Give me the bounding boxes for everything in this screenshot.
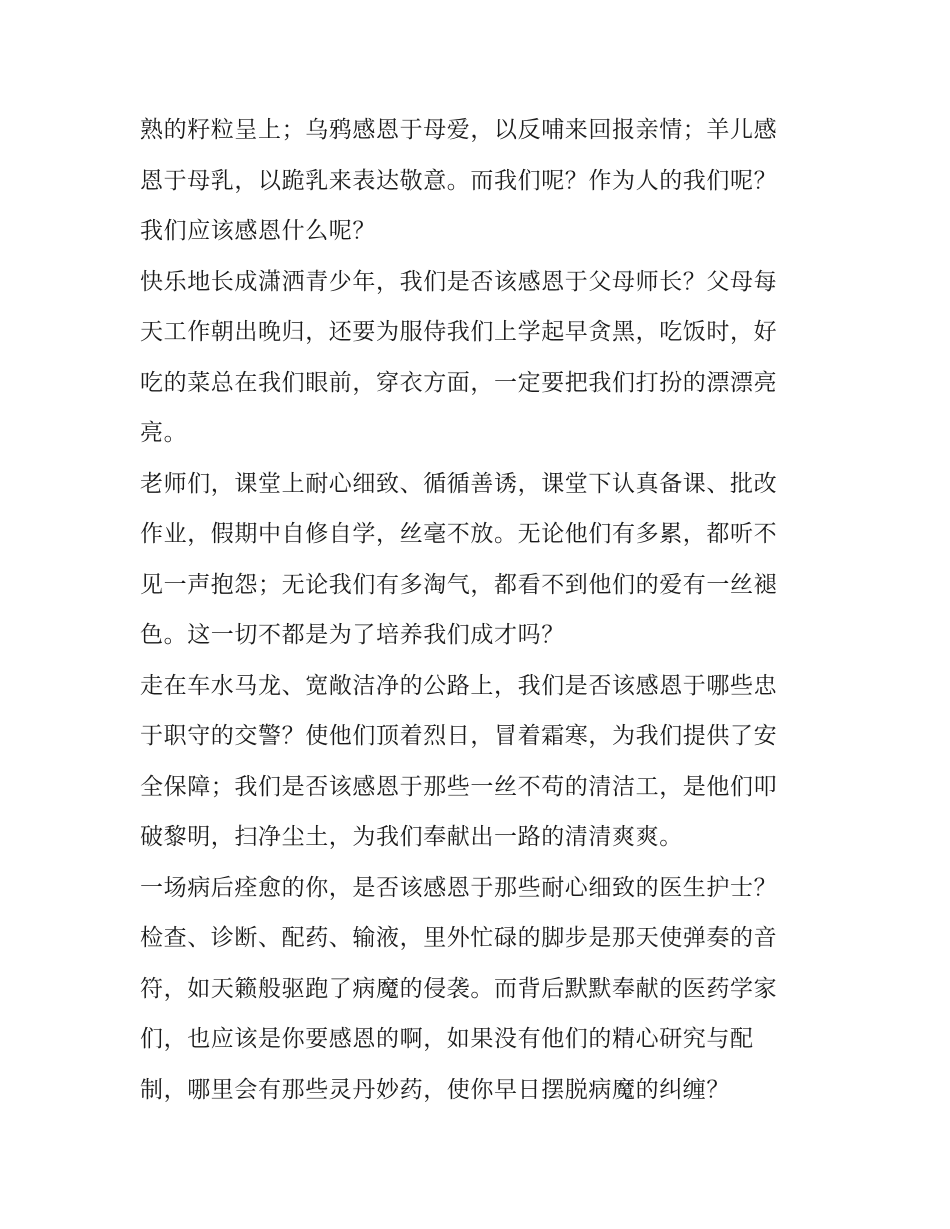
text-line: 老师们，课堂上耐心细致、循循善诱，课堂下认真备课、批改 xyxy=(140,471,778,497)
text-line: 全保障；我们是否该感恩于那些一丝不苟的清洁工，是他们叩 xyxy=(140,774,778,800)
text-line: 作业，假期中自修自学，丝毫不放。无论他们有多累，都听不 xyxy=(140,521,778,547)
text-line: 恩于母乳，以跪乳来表达敬意。而我们呢？作为人的我们呢？ xyxy=(140,168,778,194)
text-line: 见一声抱怨；无论我们有多淘气，都看不到他们的爱有一丝褪 xyxy=(140,572,778,598)
text-line: 制，哪里会有那些灵丹妙药，使你早日摆脱病魔的纠缠？ xyxy=(140,1077,730,1103)
text-line: 快乐地长成潇洒青少年，我们是否该感恩于父母师长？父母每 xyxy=(140,269,778,295)
text-line: 符，如天籁般驱跑了病魔的侵袭。而背后默默奉献的医药学家 xyxy=(140,976,778,1002)
text-line: 破黎明，扫净尘土，为我们奉献出一路的清清爽爽。 xyxy=(140,824,683,850)
text-line: 走在车水马龙、宽敞洁净的公路上，我们是否该感恩于哪些忠 xyxy=(140,673,778,699)
text-line: 亮。 xyxy=(140,420,188,446)
text-line: 吃的菜总在我们眼前，穿衣方面，一定要把我们打扮的漂漂亮 xyxy=(140,370,778,396)
text-line: 我们应该感恩什么呢？ xyxy=(140,218,376,244)
text-line: 检查、诊断、配药、输液，里外忙碌的脚步是那天使弹奏的音 xyxy=(140,925,778,951)
text-line: 们，也应该是你要感恩的啊，如果没有他们的精心研究与配 xyxy=(140,1026,754,1052)
text-line: 天工作朝出晚归，还要为服侍我们上学起早贪黑，吃饭时，好 xyxy=(140,319,778,345)
text-line: 一场病后痊愈的你，是否该感恩于那些耐心细致的医生护士？ xyxy=(140,875,778,901)
text-line: 色。这一切不都是为了培养我们成才吗？ xyxy=(140,622,565,648)
text-line: 熟的籽粒呈上；乌鸦感恩于母爱，以反哺来回报亲情；羊儿感 xyxy=(140,117,778,143)
text-line: 于职守的交警？使他们顶着烈日，冒着霜寒，为我们提供了安 xyxy=(140,723,778,749)
